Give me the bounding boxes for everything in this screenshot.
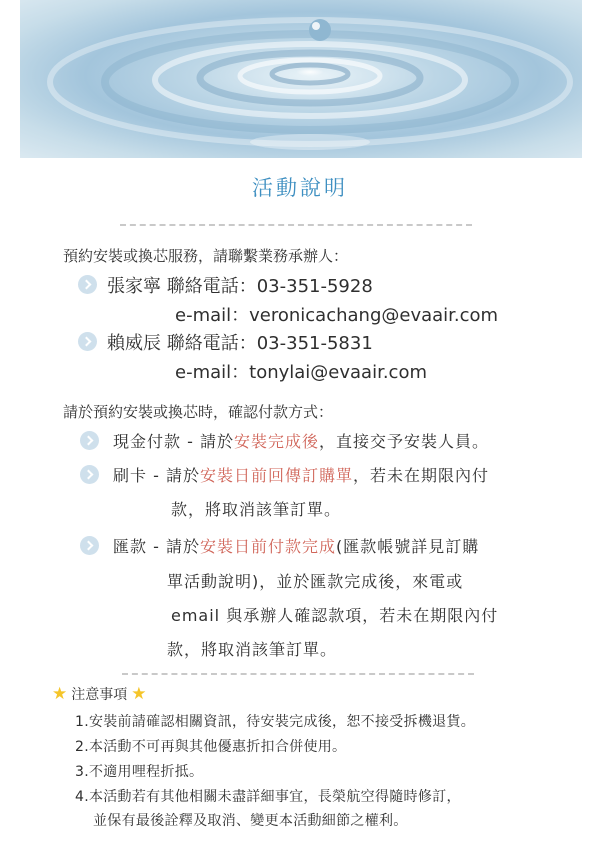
- notes-heading: [52, 684, 147, 704]
- payment-cash: 現金付款 - 請於安裝完成後，直接交予安裝人員。: [113, 432, 489, 451]
- water-drop-banner: [20, 0, 582, 158]
- star-icon: ★: [131, 684, 147, 704]
- divider-top: [120, 224, 472, 226]
- star-icon: ★: [52, 684, 68, 704]
- contact-2-email: e-mail：tonylai@evaair.com: [175, 362, 427, 383]
- page-title: 活動說明: [252, 176, 348, 200]
- notes-heading-label: 注意事項: [71, 687, 128, 703]
- note-item-cont: 並保有最後詮釋及取消、變更本活動細節之權利。: [93, 813, 408, 829]
- chevron-right-icon: [78, 275, 97, 294]
- note-item: 4.本活動若有其他相關未盡詳細事宜，長榮航空得隨時修訂，: [75, 789, 461, 805]
- water-ripple-image: [20, 0, 582, 158]
- payment-card-cont: 款，將取消該筆訂單。: [171, 500, 342, 519]
- chevron-right-icon: [80, 536, 99, 555]
- payment-remit-line4: 款，將取消該筆訂單。: [167, 640, 338, 659]
- note-item: 3.不適用哩程折抵。: [75, 764, 204, 780]
- note-item: 1.安裝前請確認相關資訊，待安裝完成後，恕不接受拆機退貨。: [75, 714, 476, 730]
- divider-bottom: [122, 673, 474, 675]
- payment-remit-line3: email 與承辦人確認款項，若未在期限內付: [171, 606, 499, 625]
- payment-intro: 請於預約安裝或換芯時，確認付款方式：: [63, 403, 334, 421]
- note-item: 2.本活動不可再與其他優惠折扣合併使用。: [75, 739, 347, 755]
- contact-intro: 預約安裝或換芯服務，請聯繫業務承辦人：: [63, 247, 349, 265]
- contact-1-email: e-mail：veronicachang@evaair.com: [175, 305, 499, 326]
- payment-card: 刷卡 - 請於安裝日前回傳訂購單，若未在期限內付: [113, 466, 489, 485]
- payment-remit: 匯款 - 請於安裝日前付款完成(匯款帳號詳見訂購: [113, 537, 480, 556]
- chevron-right-icon: [80, 431, 99, 450]
- payment-remit-line2: 單活動說明)，並於匯款完成後，來電或: [167, 572, 464, 591]
- contact-2-name-phone: 賴威辰 聯絡電話：03-351-5831: [107, 333, 373, 354]
- chevron-right-icon: [80, 465, 99, 484]
- contact-1-name-phone: 張家寧 聯絡電話：03-351-5928: [107, 276, 373, 297]
- chevron-right-icon: [78, 332, 97, 351]
